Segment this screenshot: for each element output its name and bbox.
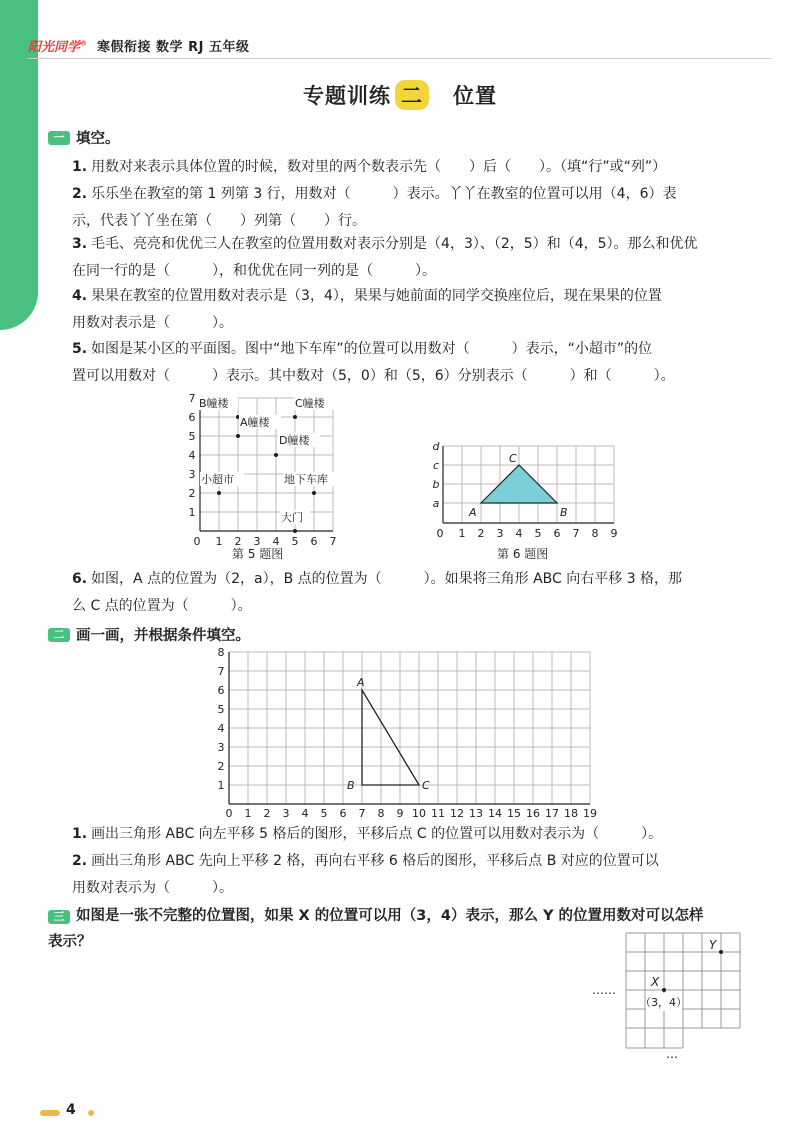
fig5-ytick: 4 [188, 449, 196, 462]
grid-xtick: 15 [507, 807, 521, 820]
section-badge: 二 [48, 628, 70, 642]
grid-xtick: 8 [377, 807, 385, 820]
grid-xtick: 10 [412, 807, 426, 820]
fig6-label-a: A [469, 506, 477, 519]
grid-triangle-abc [362, 690, 419, 785]
question-1-1: 1. 用数对来表示具体位置的时候，数对里的两个数表示先（ ）后（ ）。（填“行”或“列”） [72, 159, 667, 175]
question-1-5: 5. 如图是某小区的平面图。图中“地下车库”的位置可以用数对（ ）表示，“小超市”的位 置可以用数对（ ）表示。其中数对（5，0）和（5，6）分别表示（ ）和（ ）。 [72, 341, 675, 384]
header-divider [28, 58, 772, 59]
series-title: 寒假衔接 数学 RJ 五年级 [97, 39, 250, 55]
fig6-xtick: 1 [458, 527, 466, 540]
fig6-ytick: d [432, 440, 440, 453]
section-badge: 一 [48, 131, 70, 145]
grid-ytick: 6 [217, 684, 225, 697]
fig5-ytick: 5 [188, 430, 196, 443]
fig5-label-d: D幢楼 [279, 434, 310, 447]
footer-dot [88, 1110, 94, 1116]
grid-ytick: 8 [217, 646, 225, 659]
fig5-label-a: A幢楼 [240, 416, 270, 429]
question-2-1: 1. 画出三角形 ABC 向左平移 5 格后的图形，平移后点 C 的位置可以用数对表示为（ ）。 [72, 826, 663, 842]
fig6-label-c: C [509, 452, 517, 465]
fig6-xtick: 0 [436, 527, 444, 540]
grid-ytick: 3 [217, 741, 225, 754]
grid-label-a: A [357, 676, 365, 689]
grid-ytick: 4 [217, 722, 225, 735]
partial-grid-x-label: X [651, 975, 660, 989]
page-title: 专题训练 二 位置 [0, 80, 800, 110]
grid-xtick: 16 [526, 807, 540, 820]
grid-xtick: 0 [225, 807, 233, 820]
figure-5-caption: 第 5 题图 [232, 547, 284, 561]
fig5-label-shop: 小超市 [201, 473, 234, 486]
grid-ytick: 5 [217, 703, 225, 716]
section-badge: 三 [48, 910, 70, 924]
fig5-xtick: 2 [234, 535, 242, 548]
fig6-xtick: 5 [534, 527, 542, 540]
grid-xtick: 18 [564, 807, 578, 820]
fig5-xtick: 0 [193, 535, 201, 548]
fig5-xtick: 3 [253, 535, 261, 548]
partial-grid-dots-bottom: … [666, 1047, 678, 1061]
fig5-xtick: 1 [215, 535, 223, 548]
fig6-label-b: B [560, 506, 568, 519]
fig5-xtick: 6 [310, 535, 318, 548]
brand-logo: 阳光同学® [28, 39, 88, 55]
fig6-ytick: c [432, 459, 440, 472]
figure-partial-grid [588, 928, 748, 1063]
grid-xtick: 5 [320, 807, 328, 820]
question-1-4: 4. 果果在教室的位置用数对表示是（3，4），果果与她前面的同学交换座位后，现在果果的位置 用数对表示是（ ）。 [72, 288, 662, 331]
fig6-xtick: 7 [572, 527, 580, 540]
grid-label-b: B [347, 779, 355, 792]
partial-grid-x-coord: （3，4） [640, 996, 687, 1009]
fig5-ytick: 7 [188, 392, 196, 405]
page-header [28, 34, 249, 56]
question-1-2: 2. 乐乐坐在教室的第 1 列第 3 行，用数对（ ）表示。丫丫在教室的位置可以用（4，6）表 示，代表丫丫坐在第（ ）列第（ ）行。 [72, 186, 677, 229]
question-1-3: 3. 毛毛、亮亮和优优三人在教室的位置用数对表示分别是（4，3）、（2，5）和（4，5）。那么和优优 在同一行的是（ ），和优优在同一列的是（ ）。 [72, 236, 698, 279]
fig5-ytick: 6 [188, 411, 196, 424]
grid-xtick: 17 [545, 807, 559, 820]
fig6-ytick: a [432, 497, 440, 510]
grid-label-c: C [422, 779, 430, 792]
fig5-label-garage: 地下车库 [284, 473, 328, 486]
fig5-label-c: C幢楼 [295, 397, 325, 410]
fig6-xtick: 6 [553, 527, 561, 540]
fig5-label-gate: 大门 [281, 511, 303, 524]
fig5-xtick: 5 [291, 535, 299, 548]
grid-xtick: 14 [488, 807, 502, 820]
fig5-ytick: 1 [188, 506, 196, 519]
fig5-label-b: B幢楼 [199, 397, 229, 410]
figure-6-triangle [425, 438, 625, 543]
partial-grid-y-label: Y [709, 938, 717, 952]
grid-ytick: 7 [217, 665, 225, 678]
grid-ytick: 2 [217, 760, 225, 773]
grid-xtick: 19 [583, 807, 597, 820]
grid-xtick: 11 [431, 807, 445, 820]
fig5-xtick: 4 [272, 535, 280, 548]
figure-translation-grid [210, 644, 605, 822]
grid-xtick: 4 [301, 807, 309, 820]
section-1-heading: 一 填空。 [48, 127, 120, 148]
grid-xtick: 13 [469, 807, 483, 820]
page-number: 4 [66, 1102, 76, 1118]
grid-ytick: 1 [217, 779, 225, 792]
grid-xtick: 6 [339, 807, 347, 820]
title-topic: 位置 [453, 84, 497, 108]
fig5-ytick: 2 [188, 487, 196, 500]
fig6-xtick: 3 [496, 527, 504, 540]
fig6-xtick: 4 [515, 527, 523, 540]
grid-xtick: 2 [263, 807, 271, 820]
fig6-xtick: 9 [610, 527, 618, 540]
title-number-badge: 二 [395, 80, 429, 110]
fig5-ytick: 3 [188, 468, 196, 481]
figure-5-map [180, 388, 350, 563]
partial-grid-dots-left: …… [592, 983, 616, 997]
fig6-xtick: 2 [477, 527, 485, 540]
grid-xtick: 12 [450, 807, 464, 820]
grid-xtick: 1 [244, 807, 252, 820]
grid-xtick: 9 [396, 807, 404, 820]
grid-xtick: 3 [282, 807, 290, 820]
fig6-xtick: 8 [591, 527, 599, 540]
section-2-heading: 二 画一画，并根据条件填空。 [48, 624, 250, 645]
question-2-2: 2. 画出三角形 ABC 先向上平移 2 格，再向右平移 6 格后的图形，平移后点 B 对应的位置可以 用数对表示为（ ）。 [72, 853, 659, 896]
section-3-heading: 三 如图是一张不完整的位置图，如果 X 的位置可以用（3，4）表示，那么 Y 的位置用数对可以怎样 表示？ [48, 908, 704, 950]
question-1-6: 6. 如图，A 点的位置为（2，a），B 点的位置为（ ）。如果将三角形 ABC 向右平移 3 格，那 么 C 点的位置为（ ）。 [72, 571, 683, 614]
fig5-xtick: 7 [329, 535, 337, 548]
footer-bar [40, 1110, 60, 1116]
fig6-ytick: b [432, 478, 440, 491]
grid-xtick: 7 [358, 807, 366, 820]
figure-6-caption: 第 6 题图 [497, 547, 549, 561]
